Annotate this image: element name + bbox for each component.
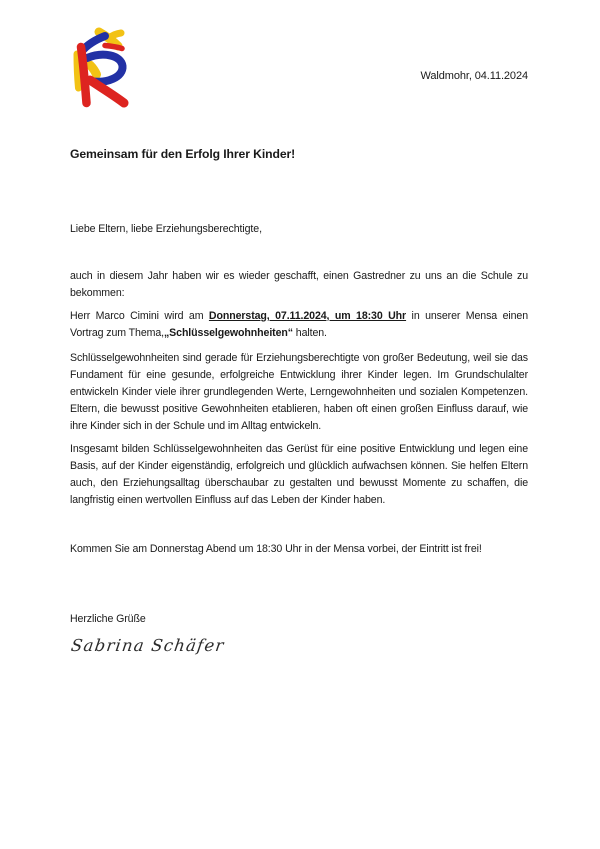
intro-text: auch in diesem Jahr haben wir es wieder geschafft, einen Gastredner zu uns an die Schule zu bekommen:	[70, 270, 528, 299]
paragraph-announcement	[70, 308, 528, 342]
announcement-topic-text: „Schlüsselgewohnheiten“	[163, 327, 293, 339]
letter-body	[70, 146, 528, 654]
signature-script: Sabrina Schäfer	[69, 636, 226, 655]
summary-text: Insgesamt bilden Schlüsselgewohnheiten das Gerüst für eine positive Entwicklung und legen eine Basis, auf der Kinder eigenständig, erfolgreich und glücklich aufwachsen können. Sie helfen Eltern auch, den Erziehungsalltag überschaubar zu gestalten und bewusst Momente zu schaffen, die langfristig einen wertvollen Einfluss auf das Leben der Kinder haben.	[70, 443, 528, 506]
importance-text: Schlüsselgewohnheiten sind gerade für Erziehungsberechtigte von großer Bedeutung, weil sie das Fundament für eine gesunde, erfolgreiche Entwicklung ihrer Kinder legen. Im Grundschulalter entwickeln Kinder viele ihrer grundlegenden Werte, Lerngewohnheiten und sozialen Kompetenzen. Eltern, die bewusst positive Gewohnheiten etablieren, haben oft einen großen Einfluss darauf, wie ihre Kinder sich in der Schule und im Alltag entwickeln.	[70, 352, 528, 432]
invitation-text: Kommen Sie am Donnerstag Abend um 18:30 Uhr in der Mensa vorbei, der Eintritt ist frei!	[70, 543, 482, 555]
announcement-datetime-text: Donnerstag, 07.11.2024, um 18:30 Uhr	[208, 310, 407, 322]
logo-red-vertical-stroke	[81, 47, 87, 103]
logo-red-top-stroke	[105, 46, 122, 49]
logo-yellow-mid-patch	[90, 65, 97, 75]
paragraph-summary	[70, 441, 528, 509]
announcement-pre-text: Herr Marco Cimini wird am	[70, 310, 209, 322]
closing-line: Herzliche Grüße	[70, 613, 146, 625]
place-date-line: Waldmohr, 04.11.2024	[420, 70, 528, 82]
paragraph-importance	[70, 350, 528, 435]
paragraph-intro	[70, 268, 528, 302]
paragraph-invitation	[70, 541, 528, 558]
announcement-mid-text: in unserer Mensa einen Vortrag zum Thema,	[70, 310, 528, 339]
school-logo-icon	[62, 25, 132, 120]
letter-heading: Gemeinsam für den Erfolg Ihrer Kinder!	[70, 147, 296, 161]
announcement-post-text: halten.	[292, 327, 327, 339]
salutation-line: Liebe Eltern, liebe Erziehungsberechtigte,	[70, 223, 262, 235]
logo-yellow-hook-stroke	[109, 33, 121, 38]
